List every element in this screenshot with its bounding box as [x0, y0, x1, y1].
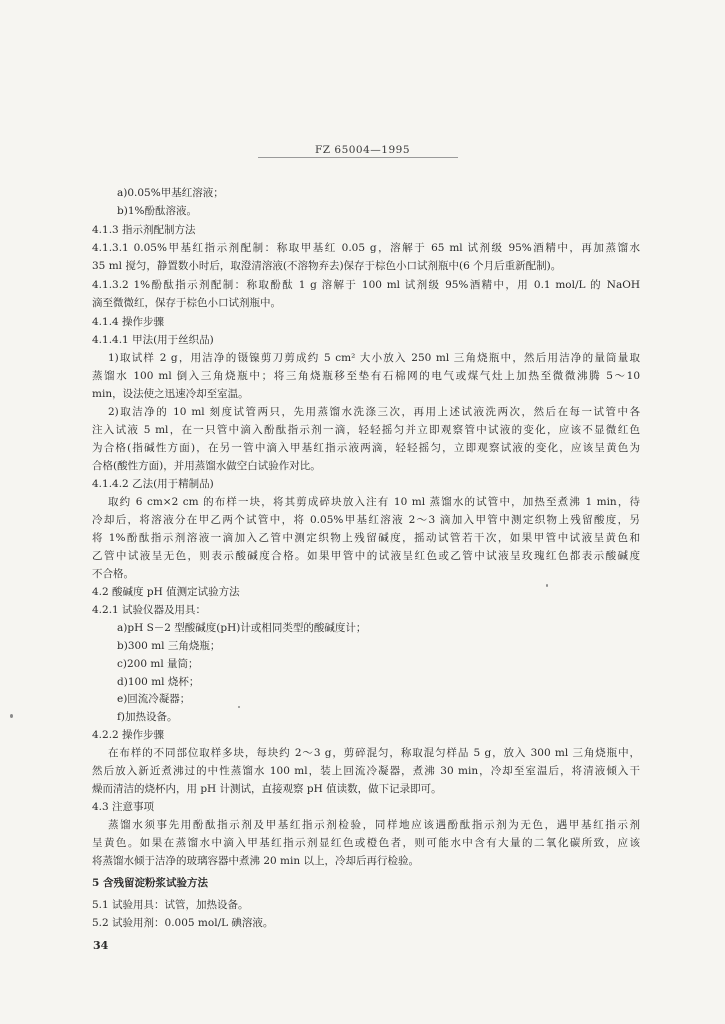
section-heading: 4.1.4.1 甲法(用于丝织品) [92, 334, 214, 346]
paragraph-line: 在布样的不同部位取样多块，每块约 2～3 g，剪碎混匀，称取混匀样品 5 g，放入 300 ml 三角烧瓶中， [108, 747, 640, 759]
paragraph-line: 蒸馏水 100 ml 倒入三角烧瓶中；将三角烧瓶移至垫有石棉网的电气或煤气灶上加热至微微沸腾 5～10 [92, 370, 640, 382]
paragraph-line: 蒸馏水须事先用酚酞指示剂及甲基红指示剂检验，同样地应该遇酚酞指示剂为无色，遇甲基红指示剂 [108, 819, 640, 831]
section-heading: 4.1.3 指示剂配制方法 [92, 224, 196, 236]
paragraph-line: min，设法使之迅速冷却至室温。 [92, 388, 249, 400]
section-heading: 4.1.4.2 乙法(用于精制品) [92, 478, 214, 490]
paragraph-line: 燥而清洁的烧杯内，用 pH 计测试，直接观察 pH 值读数，做下记录即可。 [92, 783, 442, 795]
paragraph-line: 1)取试样 2 g，用洁净的镊镍剪刀剪成约 5 cm² 大小放入 250 ml 三角烧瓶中，然后用洁净的量筒量取 [108, 352, 640, 364]
section-heading: 4.2.2 操作步骤 [92, 729, 165, 741]
list-item-b: b)1%酚酞溶液。 [117, 205, 197, 217]
paragraph-line: 注入试液 5 ml，在一只管中滴入酚酞指示剂一滴，轻轻摇匀并立即观察管中试液的变化，应该不显微红色 [92, 424, 640, 436]
paragraph-line: 4.1.3.2 1%酚酞指示剂配制：称取酚酞 1 g 溶解于 100 ml 试剂级 95%酒精中，用 0.1 mol/L 的 NaOH [92, 279, 640, 291]
scan-speck [546, 584, 548, 587]
header-rule [258, 157, 458, 158]
list-item-e: e)回流冷凝器； [117, 693, 191, 705]
paragraph-line: 2)取洁净的 10 ml 刻度试管两只，先用蒸馏水洗涤三次，再用上述试液洗两次，然后在每一试管中各 [108, 406, 640, 418]
list-item-c: c)200 ml 量筒； [117, 658, 199, 670]
standard-number: FZ 65004—1995 [314, 144, 411, 156]
paragraph-line: 将蒸馏水倾于洁净的玻璃容器中煮沸 20 min 以上，冷却后再行检验。 [92, 855, 419, 867]
paragraph-line: 乙管中试液呈无色，则表示酸碱度合格。如果甲管中的试液呈红色或乙管中试液呈玫瑰红色都表示酸碱度 [92, 550, 640, 562]
paragraph-line: 然后放入新近煮沸过的中性蒸馏水 100 ml，装上回流冷凝器，煮沸 30 min，冷却至室温后，将清液倾入干 [92, 765, 640, 777]
section-heading: 4.2 酸碱度 pH 值测定试验方法 [92, 586, 240, 598]
section-heading: 4.1.4 操作步骤 [92, 316, 165, 328]
list-item-a: a)0.05%甲基红溶液； [117, 187, 224, 199]
paragraph-line: 35 ml 搅匀，静置数小时后，取澄清溶液(不溶物弃去)保存于棕色小口试剂瓶中(6 个月后重新配制)。 [92, 260, 562, 272]
list-item-d: d)100 ml 烧杯； [117, 676, 200, 688]
paragraph-line: 合格(酸性方面)，并用蒸馏水做空白试验作对比。 [92, 460, 321, 472]
section-heading: 5.2 试验用剂：0.005 mol/L 碘溶液。 [92, 917, 274, 929]
scan-speck [10, 714, 13, 718]
running-header [0, 144, 725, 156]
section-heading: 5 含残留淀粉浆试验方法 [92, 877, 208, 889]
section-heading: 4.2.1 试验仪器及用具： [92, 604, 207, 616]
paragraph-line: 呈黄色。如果在蒸馏水中滴入甲基红指示剂显红色或橙色者，则可能水中含有大量的二氧化碳所致，应该 [92, 837, 640, 849]
paragraph-line: 取约 6 cm×2 cm 的布样一块，将其剪成碎块放入注有 10 ml 蒸馏水的试管中，加热至煮沸 1 min，待 [108, 496, 640, 508]
page-number: 34 [93, 939, 109, 952]
paragraph-line: 为合格(指碱性方面)，在另一管中滴入甲基红指示液两滴，轻轻摇匀，立即观察试液的变化，应该呈黄色为 [92, 442, 640, 454]
list-item-b: b)300 ml 三角烧瓶； [117, 640, 221, 652]
scan-speck [238, 706, 240, 708]
section-heading: 4.3 注意事项 [92, 801, 155, 813]
list-item-a: a)pH S－2 型酸碱度(pH)计或相同类型的酸碱度计； [117, 622, 367, 634]
list-item-f: f)加热设备。 [117, 711, 178, 723]
section-heading: 5.1 试验用具：试管，加热设备。 [92, 899, 249, 911]
paragraph-line: 将 1%酚酞指示剂溶液一滴加入乙管中测定织物上残留碱度，摇动试管若干次，如果甲管中试液呈黄色和 [92, 532, 640, 544]
paragraph-line: 4.1.3.1 0.05%甲基红指示剂配制：称取甲基红 0.05 g，溶解于 65 ml 试剂级 95%酒精中，再加蒸馏水 [92, 242, 640, 254]
paragraph-line: 滴至微微红，保存于棕色小口试剂瓶中。 [92, 297, 281, 309]
paragraph-line: 不合格。 [92, 568, 134, 580]
paragraph-line: 冷却后，将溶液分在甲乙两个试管中，将 0.05%甲基红溶液 2～3 滴加入甲管中测定织物上残留酸度，另 [92, 514, 640, 526]
